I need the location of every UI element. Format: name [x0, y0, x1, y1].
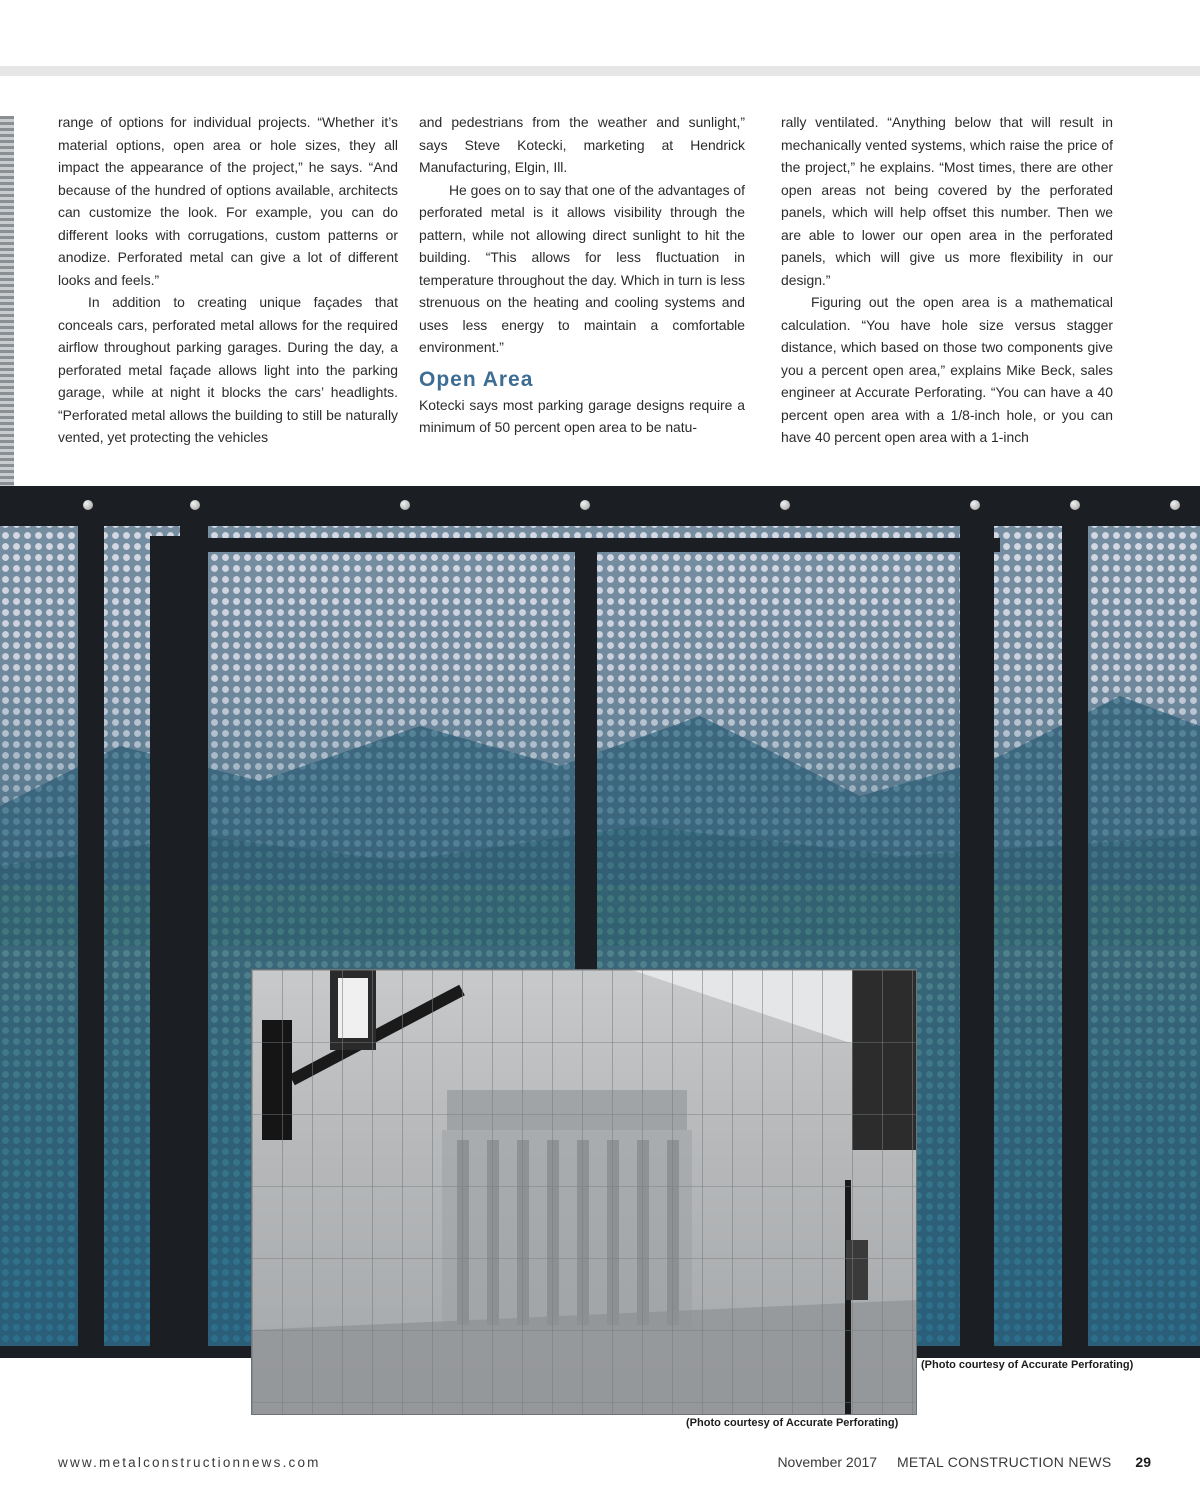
section-heading-open-area: Open Area: [419, 367, 534, 391]
photo-caption: (Photo courtesy of Accurate Perforating): [921, 1359, 1134, 1371]
frame-post: [78, 526, 104, 1358]
bolt: [780, 500, 790, 510]
article-column-3: [781, 111, 1113, 449]
page-number: 29: [1135, 1454, 1151, 1470]
top-rule: [0, 66, 1200, 76]
photo-caption: (Photo courtesy of Accurate Perforating): [686, 1417, 899, 1429]
building-facade-photo: [252, 970, 916, 1414]
bolt: [580, 500, 590, 510]
frame-post: [150, 536, 180, 1358]
paragraph: He goes on to say that one of the advantages of perforated metal is it allows visibility through the pattern, while not allowing direct sunlight to hit the building. “This allows for less fluctuation in temperature throughout the day. Which in turn is less strenuous on the heating and cooling systems and uses less energy to maintain a comfortable environment.”: [419, 181, 745, 355]
facade-panel-grid: [252, 970, 916, 1414]
bolt: [190, 500, 200, 510]
paragraph: Kotecki says most parking garage designs require a minimum of 50 percent open area to be natu-: [419, 396, 745, 435]
paragraph: In addition to creating unique façades that conceals cars, perforated metal allows for the required airflow throughout parking garages. During the day, a perforated metal façade allows light into the parking garage, while at night it blocks the cars’ headlights. “Perforated metal allows the building to still be naturally vented, yet protecting the vehicles: [58, 294, 398, 445]
footer-url: www.metalconstructionnews.com: [58, 1455, 321, 1470]
bolt: [1170, 500, 1180, 510]
bolt: [83, 500, 93, 510]
frame-post: [1062, 526, 1088, 1358]
issue-date: November 2017: [777, 1454, 878, 1470]
footer-info: [777, 1454, 1151, 1470]
frame-post: [960, 526, 994, 1358]
edge-photo-strip: [0, 116, 14, 488]
bolt: [1070, 500, 1080, 510]
bolt: [970, 500, 980, 510]
paragraph: range of options for individual projects. “Whether it’s material options, open area or hole sizes, they all impact the appearance of the project,” he says. “And because of the hundred of options available, architects can customize the look. For example, you can do different looks with corrugations, custom patterns or anodize. Perforated metal can give a lot of different looks and feels.”: [58, 114, 398, 288]
paragraph: and pedestrians from the weather and sunlight,” says Steve Kotecki, marketing at Hendrick Manufacturing, Elgin, Ill.: [419, 114, 745, 175]
frame-post: [180, 526, 208, 1358]
article-column-2: [419, 111, 745, 439]
publication-name: METAL CONSTRUCTION NEWS: [896, 1454, 1112, 1470]
frame-top-beam: [0, 486, 1200, 526]
paragraph: Figuring out the open area is a mathematical calculation. “You have hole size versus stagger distance, which based on those two components give you a percent open area,” explains Mike Beck, sales engineer at Accurate Perforating. “You can have a 40 percent open area with a 1/8-inch hole, or you can have 40 percent open area with a 1-inch: [781, 294, 1113, 445]
paragraph: rally ventilated. “Anything below that will result in mechanically vented systems, which raise the price of the project,” he explains. “Most times, there are other open areas not being covered by the perforated panels, which will help offset this number. Then we are able to lower our open area in the perforated panels, which will give us more flexibility in our design.”: [781, 114, 1113, 288]
article-column-1: [58, 111, 398, 449]
bolt: [400, 500, 410, 510]
